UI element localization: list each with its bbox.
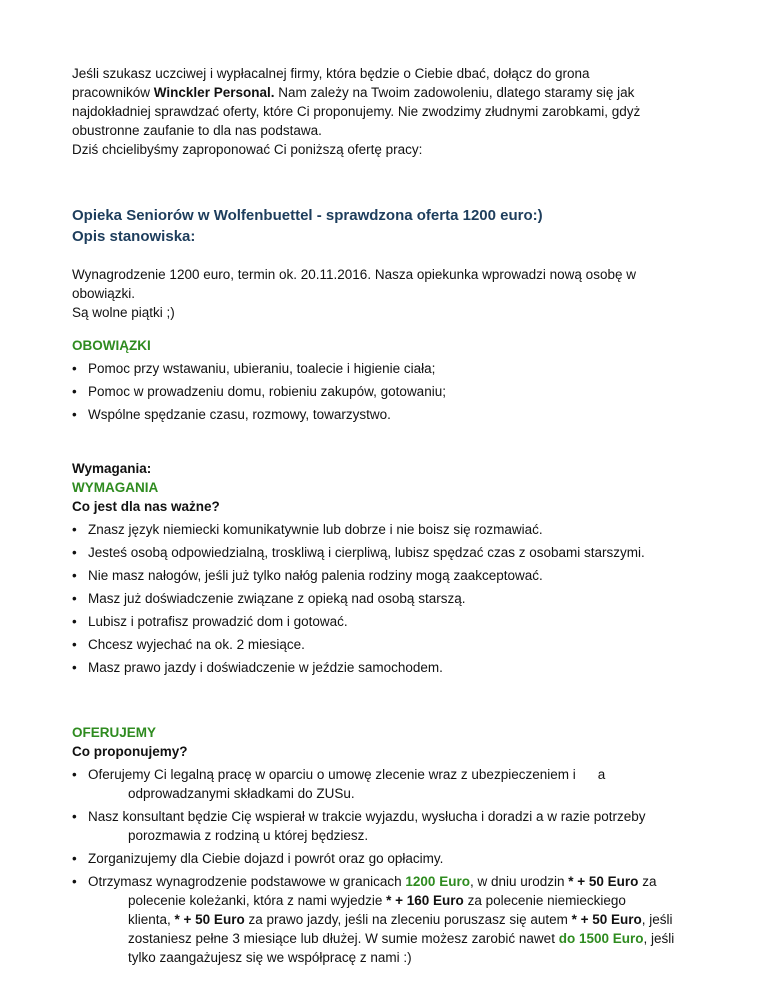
offer-list <box>72 765 702 967</box>
total-amount: do 1500 Euro <box>558 931 644 946</box>
list-item-text: Lubisz i potrafisz prowadzić dom i gotować. <box>88 614 348 629</box>
bullet-icon: • <box>72 809 77 824</box>
list-item <box>72 520 702 539</box>
requirements-heading: WYMAGANIA <box>72 480 159 495</box>
requirements-section <box>72 459 702 677</box>
list-item <box>72 359 702 378</box>
intro-line: najdokładniej sprawdzać oferty, które Ci proponujemy. Nie zwodzimy złudnymi zarobkami, gdyż <box>72 104 641 119</box>
list-item-text: Oferujemy Ci legalną pracę w oparciu o umowę zlecenie wraz z ubezpieczeniem i <box>88 767 576 782</box>
list-item-text: Otrzymasz wynagrodzenie podstawowe w granicach <box>88 874 406 889</box>
list-item-text: Nasz konsultant będzie Cię wspierał w trakcie wyjazdu, wysłucha i doradzi a w razie potrzeby <box>88 809 646 824</box>
list-item-text: , jeśli <box>641 912 673 927</box>
list-item-continuation <box>88 910 702 929</box>
bullet-icon: • <box>72 637 77 652</box>
list-item-text: za prawo jazdy, jeśli na zleceniu poruszasz się autem <box>244 912 572 927</box>
description-line: obowiązki. <box>72 286 136 301</box>
bullet-icon: • <box>72 545 77 560</box>
list-item-text: za <box>638 874 657 889</box>
offer-question: Co proponujemy? <box>72 744 188 759</box>
job-title-block <box>72 205 702 247</box>
list-item <box>72 635 702 654</box>
bullet-icon: • <box>72 361 77 376</box>
bullet-icon: • <box>72 614 77 629</box>
list-item-text: porozmawia z rodziną u której będziesz. <box>128 828 369 843</box>
list-item <box>72 566 702 585</box>
list-item-text: a <box>597 767 606 782</box>
description-line: Wynagrodzenie 1200 euro, termin ok. 20.11.2016. Nasza opiekunka wprowadzi nową osobę w <box>72 267 636 282</box>
bullet-icon: • <box>72 384 77 399</box>
list-item <box>72 807 702 845</box>
duties-section <box>72 336 702 424</box>
requirements-label: Wymagania: <box>72 461 152 476</box>
list-item-text: Chcesz wyjechać na ok. 2 miesiące. <box>88 637 305 652</box>
list-item-text: Wspólne spędzanie czasu, rozmowy, towarzystwo. <box>88 407 391 422</box>
list-item-text: , w dniu urodzin <box>469 874 569 889</box>
intro-line: Jeśli szukasz uczciwej i wypłacalnej firmy, która będzie o Ciebie dbać, dołącz do grona <box>72 66 590 81</box>
bonus-amount: * + 50 Euro <box>174 912 245 927</box>
bullet-icon: • <box>72 767 77 782</box>
bullet-icon: • <box>72 568 77 583</box>
list-item-text: Pomoc w prowadzeniu domu, robieniu zakupów, gotowaniu; <box>88 384 446 399</box>
list-item-text: za polecenie niemieckiego <box>463 893 626 908</box>
list-item <box>72 589 702 608</box>
list-item-text: zostaniesz pełne 3 miesiące lub dłużej. W sumie możesz zarobić nawet <box>128 931 559 946</box>
list-item <box>72 543 702 562</box>
bullet-icon: • <box>72 407 77 422</box>
bullet-icon: • <box>72 522 77 537</box>
duties-list <box>72 359 702 424</box>
intro-text: Nam zależy na Twoim zadowoleniu, dlatego staramy się jak <box>274 85 635 100</box>
bullet-icon: • <box>72 591 77 606</box>
list-item-text: Jesteś osobą odpowiedzialną, troskliwą i cierpliwą, lubisz spędzać czas z osobami starszymi. <box>88 545 645 560</box>
bonus-amount: * + 50 Euro <box>571 912 642 927</box>
offer-section <box>72 723 702 967</box>
list-item-continuation <box>88 929 702 948</box>
list-item-text: Pomoc przy wstawaniu, ubieraniu, toalecie i higienie ciała; <box>88 361 436 376</box>
job-title: Opieka Seniorów w Wolfenbuettel - sprawdzona oferta 1200 euro:) <box>72 207 543 224</box>
list-item-continuation <box>88 891 702 910</box>
list-item-text: Znasz język niemiecki komunikatywnie lub dobrze i nie boisz się rozmawiać. <box>88 522 543 537</box>
list-item-text: odprowadzanymi składkami do ZUSu. <box>128 786 355 801</box>
list-item-text: Masz już doświadczenie związane z opieką nad osobą starszą. <box>88 591 466 606</box>
list-item <box>72 849 702 868</box>
requirements-list <box>72 520 702 677</box>
description-line: Są wolne piątki ;) <box>72 305 175 320</box>
intro-line: Dziś chcielibyśmy zaproponować Ci poniższą ofertę pracy: <box>72 142 423 157</box>
job-subtitle: Opis stanowiska: <box>72 228 196 245</box>
list-item <box>72 765 702 803</box>
requirements-question: Co jest dla nas ważne? <box>72 499 220 514</box>
list-item <box>72 405 702 424</box>
list-item-text: Masz prawo jazdy i doświadczenie w jeździe samochodem. <box>88 660 443 675</box>
list-item-text: polecenie koleżanki, która z nami wyjedzie <box>128 893 387 908</box>
bonus-amount: * + 160 Euro <box>386 893 464 908</box>
company-name: Winckler Personal. <box>153 85 275 100</box>
list-item <box>72 658 702 677</box>
list-item <box>72 872 702 967</box>
bullet-icon: • <box>72 874 77 889</box>
list-item-text: tylko zaangażujesz się we współpracę z nami :) <box>128 950 412 965</box>
list-item-text: Nie masz nałogów, jeśli już tylko nałóg palenia rodziny mogą zaakceptować. <box>88 568 543 583</box>
job-description <box>72 265 702 322</box>
document-page <box>72 64 702 967</box>
list-item <box>72 612 702 631</box>
list-item-text: , jeśli <box>643 931 675 946</box>
offer-heading: OFERUJEMY <box>72 725 157 740</box>
bonus-amount: * + 50 Euro <box>568 874 639 889</box>
bullet-icon: • <box>72 660 77 675</box>
salary-amount: 1200 Euro <box>405 874 470 889</box>
list-item-text: Zorganizujemy dla Ciebie dojazd i powrót oraz go opłacimy. <box>88 851 444 866</box>
list-item-text: klienta, <box>128 912 175 927</box>
bullet-icon: • <box>72 851 77 866</box>
duties-heading: OBOWIĄZKI <box>72 338 151 353</box>
intro-line <box>72 83 702 102</box>
intro-text: pracowników <box>72 85 154 100</box>
intro-paragraph <box>72 64 702 159</box>
list-item <box>72 382 702 401</box>
intro-line: obustronne zaufanie to dla nas podstawa. <box>72 123 322 138</box>
